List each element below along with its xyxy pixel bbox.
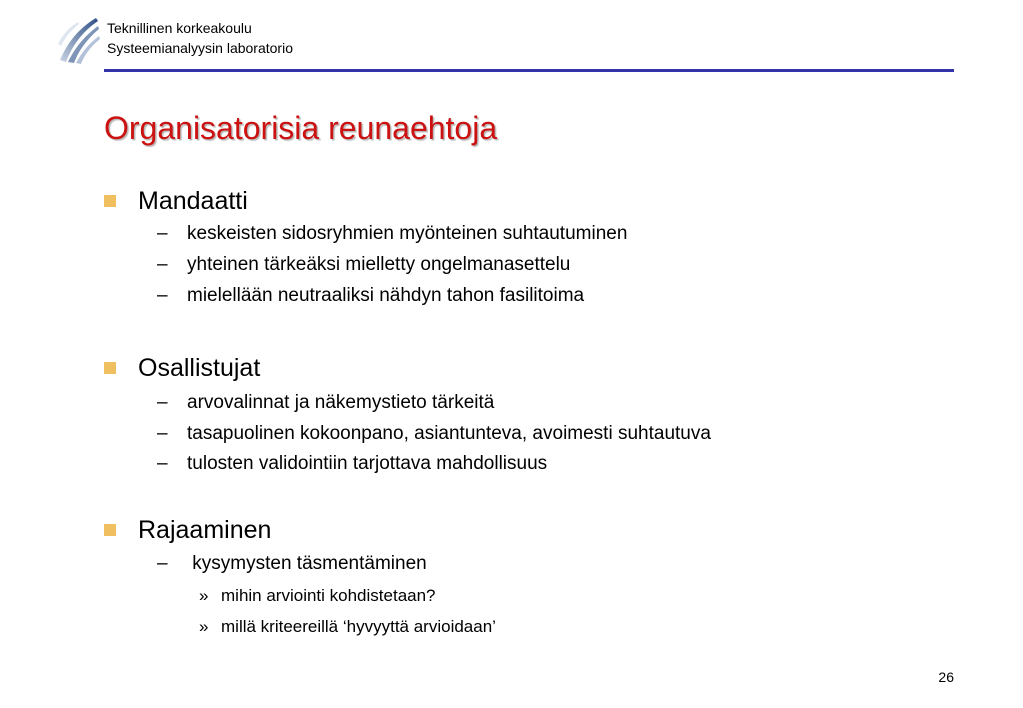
sub-sub-bullet-text: millä kriteereillä ‘hyvyyttä arvioidaan’ bbox=[221, 617, 496, 636]
square-bullet-icon bbox=[104, 524, 116, 536]
sub-bullet-text: kysymysten täsmentäminen bbox=[187, 553, 427, 574]
sub-sub-bullet bbox=[199, 615, 496, 639]
dash-marker: – bbox=[157, 223, 168, 244]
sub-bullet bbox=[157, 450, 547, 478]
header-divider bbox=[104, 69, 954, 72]
bullet-rajaaminen bbox=[104, 513, 271, 547]
page-number: 26 bbox=[938, 669, 954, 685]
bullet-heading: Osallistujat bbox=[138, 354, 261, 382]
dash-marker: – bbox=[157, 392, 168, 413]
raquo-marker: » bbox=[199, 617, 209, 636]
sub-bullet bbox=[157, 550, 427, 578]
university-wing-logo-icon bbox=[56, 14, 102, 64]
sub-bullet bbox=[157, 282, 584, 310]
sub-bullet-text: keskeisten sidosryhmien myönteinen suhtautuminen bbox=[187, 223, 628, 244]
sub-bullet-text: tasapuolinen kokoonpano, asiantunteva, avoimesti suhtautuva bbox=[187, 423, 711, 444]
sub-bullet bbox=[157, 420, 711, 448]
organization-name bbox=[107, 18, 293, 58]
dash-marker: – bbox=[157, 254, 168, 275]
dash-marker: – bbox=[157, 453, 168, 474]
sub-sub-bullet-text: mihin arviointi kohdistetaan? bbox=[221, 586, 436, 605]
organization-line-1: Teknillinen korkeakoulu bbox=[107, 20, 252, 36]
dash-marker: – bbox=[157, 423, 168, 444]
bullet-heading: Rajaaminen bbox=[138, 516, 272, 544]
bullet-osallistujat bbox=[104, 351, 260, 385]
bullet-heading: Mandaatti bbox=[138, 187, 248, 215]
bullet-mandaatti bbox=[104, 184, 248, 218]
sub-sub-bullet bbox=[199, 584, 436, 608]
slide-title: Organisatorisia reunaehtoja bbox=[104, 110, 498, 146]
sub-bullet-text: mielellään neutraaliksi nähdyn tahon fasilitoima bbox=[187, 285, 585, 306]
sub-bullet-text: arvovalinnat ja näkemystieto tärkeitä bbox=[187, 392, 495, 413]
dash-marker: – bbox=[157, 285, 168, 306]
dash-marker: – bbox=[157, 553, 168, 574]
square-bullet-icon bbox=[104, 362, 116, 374]
square-bullet-icon bbox=[104, 195, 116, 207]
sub-bullet-text: tulosten validointiin tarjottava mahdollisuus bbox=[187, 453, 548, 474]
sub-bullet bbox=[157, 220, 627, 248]
sub-bullet bbox=[157, 389, 494, 417]
sub-bullet bbox=[157, 251, 570, 279]
organization-line-2: Systeemianalyysin laboratorio bbox=[107, 40, 293, 56]
sub-bullet-text: yhteinen tärkeäksi mielletty ongelmanasettelu bbox=[187, 254, 571, 275]
raquo-marker: » bbox=[199, 586, 209, 605]
